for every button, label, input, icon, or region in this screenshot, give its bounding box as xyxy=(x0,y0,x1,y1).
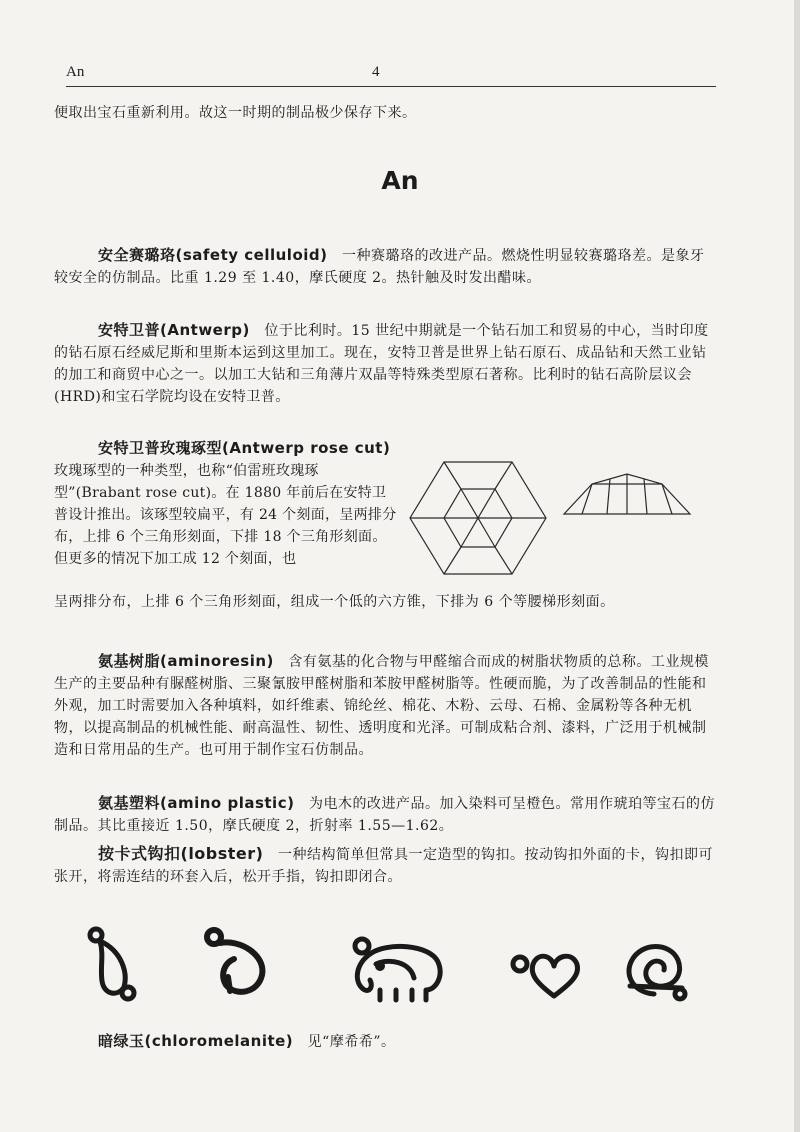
entry-headword: 氨基树脂(aminoresin) xyxy=(98,652,274,670)
entry-antwerp-rose-cut-continued: 呈两排分布，上排 6 个三角形刻面，组成一个低的六方锥，下排为 6 个等腰梯形刻面。 xyxy=(54,594,615,610)
continuation-text: 便取出宝石重新利用。故这一时期的制品极少保存下来。 xyxy=(54,105,417,121)
lobster-clasp-oval-icon xyxy=(82,925,142,1005)
header-rule xyxy=(66,86,716,87)
entry-headword: 安特卫普(Antwerp) xyxy=(98,321,250,339)
entry-lobster xyxy=(54,843,716,888)
lobster-clasp-elephant-icon xyxy=(340,934,450,1006)
entry-headword: 按卡式钩扣(lobster) xyxy=(98,844,264,863)
entry-aminoresin xyxy=(54,650,716,761)
entry-body: 一种赛璐珞的改进产品。燃烧性明显较赛璐珞差。是象牙较安全的仿制品。比重 1.29 至 1.40，摩氏硬度 2。热针触及时发出醋味。 xyxy=(54,248,705,286)
entry-chloromelanite xyxy=(98,1030,396,1053)
entry-body: 为电木的改进产品。加入染料可呈橙色。常用作琥珀等宝石的仿制品。其比重接近 1.50，摩氏硬度 2，折射率 1.55—1.62。 xyxy=(54,796,715,834)
running-head xyxy=(66,60,716,88)
entry-headword: 暗绿玉(chloromelanite) xyxy=(98,1032,294,1050)
rose-cut-side-view-icon xyxy=(562,470,692,520)
rose-cut-top-view-icon xyxy=(408,458,548,578)
page-number: 4 xyxy=(372,64,380,80)
entry-body: 含有氨基的化合物与甲醛缩合而成的树脂状物质的总称。工业规模生产的主要品种有脲醛树脂、三聚氰胺甲醛树脂和苯胺甲醛树脂等。性硬而脆，为了改善制品的性能和外观，加工时需要加入各种填料，如纤维素、锦纶丝、棉花、木粉、云母、石棉、金属粉等各种无机物，以提高制品的机械性能、耐高温性、韧性、透明度和光泽。可制成粘合剂、漆料，广泛用于机械制造和日常用品的生产。也可用于制作宝石仿制品。 xyxy=(54,654,709,758)
entry-amino-plastic xyxy=(54,792,716,837)
entry-body: 位于比利时。15 世纪中期就是一个钻石加工和贸易的中心，当时印度的钻石原石经威尼斯和里斯本运到这里加工。现在，安特卫普是世界上钻石原石、成品钻和天然工业钻的加工和商贸中心之一。以加工大钻和三角薄片双晶等特殊类型原石著称。比利时的钻石高阶层议会(HRD)和宝石学院均设在安特卫普。 xyxy=(54,323,709,405)
lobster-clasp-round-icon xyxy=(200,925,280,1005)
entry-headword: 氨基塑料(amino plastic) xyxy=(98,794,295,812)
entry-safety-celluloid xyxy=(54,244,716,289)
entry-antwerp xyxy=(54,319,716,408)
entry-headword: 安特卫普玫瑰琢型(Antwerp rose cut) xyxy=(98,439,391,457)
entry-body: 见“摩希希”。 xyxy=(293,1034,396,1050)
lobster-clasp-heart-icon xyxy=(508,944,588,1000)
running-title: An xyxy=(66,64,85,80)
entry-body: 一种结构简单但常具一定造型的钩扣。按动钩扣外面的卡，钩扣即可张开，将需连结的环套入后，松开手指，钩扣即闭合。 xyxy=(54,847,713,885)
section-title: An xyxy=(381,166,419,195)
entry-headword: 安全赛璐珞(safety celluloid) xyxy=(98,246,328,264)
entry-antwerp-rose-cut xyxy=(54,437,405,570)
entry-body: 玫瑰琢型的一种类型，也称“伯雷班玫瑰琢型”(Brabant rose cut)。在 1880 年前后在安特卫普设计推出。该琢型较扁平，有 24 个刻面，呈两排分布，上排 6 个三角形刻面，下排 18 个三角形刻面。但更多的情况下加工成 12 个刻面，也 xyxy=(54,441,405,567)
lobster-clasp-snail-icon xyxy=(620,936,690,1002)
